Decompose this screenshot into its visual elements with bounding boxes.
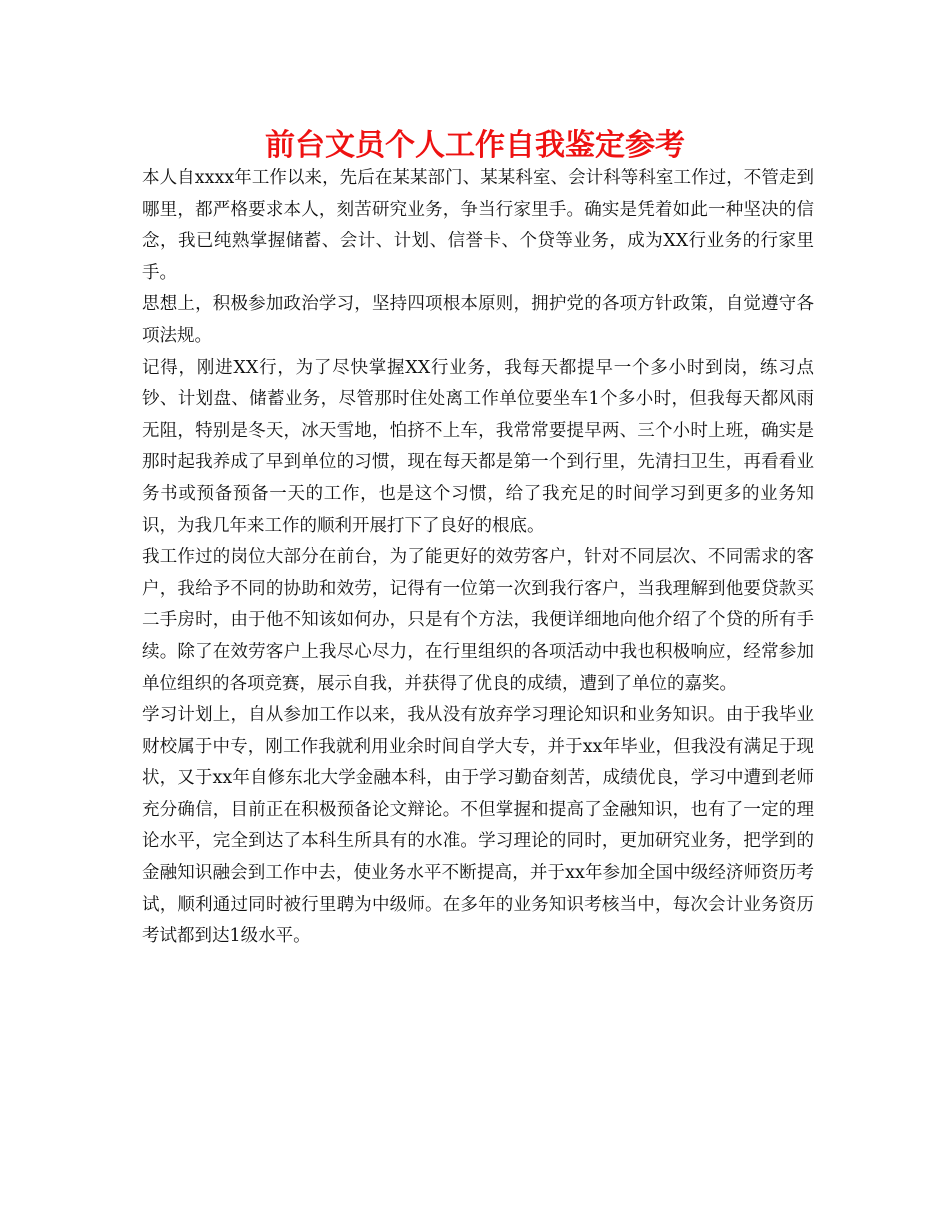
document-title: 前台文员个人工作自我鉴定参考	[265, 128, 685, 163]
paragraph-study: 学习计划上，自从参加工作以来，我从没有放弃学习理论知识和业务知识。由于我毕业财校属于中专，刚工作我就利用业余时间自学大专，并于xx年毕业，但我没有满足于现状，又于xx年自修东北大学金融本科，由于学习勤奋刻苦，成绩优良，学习中遭到老师充分确信，目前正在积极预备论文辩论。不但掌握和提高了金融知识，也有了一定的理论水平，完全到达了本科生所具有的水准。学习理论的同时，更加研究业务，把学到的金融知识融会到工作中去，使业务水平不断提高，并于xx年参加全国中级经济师资历考试，顺利通过同时被行里聘为中级师。在多年的业务知识考核当中，每次会计业务资历考试都到达1级水平。	[142, 705, 814, 947]
paragraph-intro: 本人自xxxx年工作以来，先后在某某部门、某某科室、会计科等科室工作过，不管走到哪里，都严格要求本人，刻苦研究业务，争当行家里手。确实是凭着如此一种坚决的信念，我已纯熟掌握储蓄、会计、计划、信誉卡、个贷等业务，成为XX行业务的行家里手。	[142, 168, 814, 283]
document-body	[142, 163, 814, 953]
paragraph-ideology: 思想上，积极参加政治学习，坚持四项根本原则，拥护党的各项方针政策，自觉遵守各项法规。	[142, 294, 814, 346]
paragraph-customer-service: 我工作过的岗位大部分在前台，为了能更好的效劳客户，针对不同层次、不同需求的客户，我给予不同的协助和效劳，记得有一位第一次到我行客户，当我理解到他要贷款买二手房时，由于他不知该如何办，只是有个方法，我便详细地向他介绍了个贷的所有手续。除了在效劳客户上我尽心尽力，在行里组织的各项活动中我也积极响应，经常参加单位组织的各项竞赛，展示自我，并获得了优良的成绩，遭到了单位的嘉奖。	[142, 547, 814, 694]
paragraph-early-work: 记得，刚进XX行，为了尽快掌握XX行业务，我每天都提早一个多小时到岗，练习点钞、计划盘、储蓄业务，尽管那时住处离工作单位要坐车1个多小时，但我每天都风雨无阻，特别是冬天，冰天雪地，怕挤不上车，我常常要提早两、三个小时上班，确实是那时起我养成了早到单位的习惯，现在每天都是第一个到行里，先清扫卫生，再看看业务书或预备预备一天的工作，也是这个习惯，给了我充足的时间学习到更多的业务知识，为我几年来工作的顺利开展打下了良好的根底。	[142, 357, 814, 536]
